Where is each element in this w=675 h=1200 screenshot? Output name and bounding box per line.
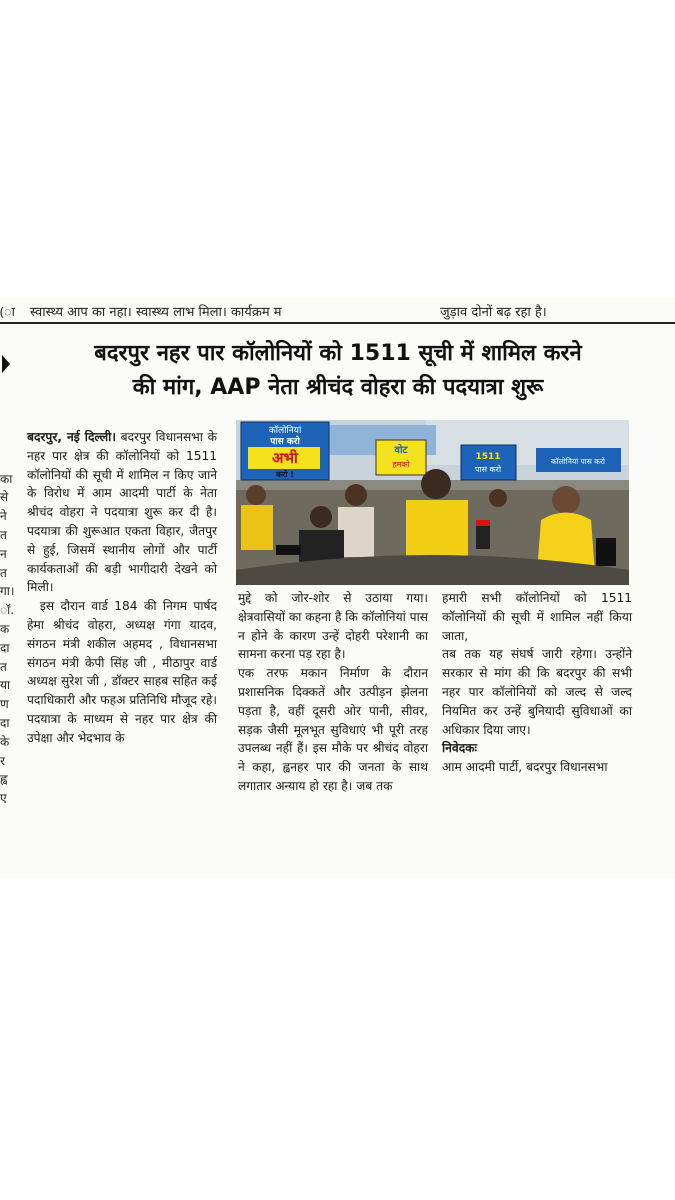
protest-sign-2 (376, 440, 426, 475)
sign2-text-2: हमको (392, 460, 410, 469)
dateline: बदरपुर, नई दिल्ली। (27, 430, 116, 444)
sign4-text-1: कॉलोनियां पास करो (551, 457, 605, 466)
sign1-text-2: पास करो (270, 437, 300, 447)
prev-right-fragment: जुड़ाव दोनों बढ़ रहा है। (440, 305, 547, 320)
margin-fragment: ने (0, 509, 7, 524)
sign3-text-2: पास करो (474, 465, 502, 474)
margin-fragment: त (0, 659, 7, 674)
col1-paragraph-1: बदरपुर विधानसभा के नहर पार क्षेत्र की कॉलोनियों को 1511 कॉलोनियों की सूची में शामिल न किए जाने के विरोध में आम आदमी पार्टी के नेता श्रीचंद वोहरा ने पदयात्रा शुरू कर दी है। पदयात्रा की शुरूआत एकता विहार, जैतपुर से हुई, जिसमें स्थानीय लोगों और पार्टी कार्यकताओं की बड़ी भागीदारी देखने को मिली। (27, 430, 218, 595)
margin-fragment (0, 432, 14, 451)
headline-line-2: की मांग, AAP नेता श्रीचंद वोहरा की पदयात्रा शुरू (132, 375, 544, 400)
headline-line-1: बदरपुर नहर पार कॉलोनियों को 1511 सूची में शामिल करने (94, 341, 582, 366)
column-rule (0, 322, 675, 324)
sign3-text-1: 1511 (475, 452, 501, 462)
margin-fragment: ह्व (0, 772, 8, 787)
previous-article-tail (0, 300, 675, 322)
col2-paragraph-2: एक तरफ मकान निर्माण के दौरान प्रशासनिक दिक्कतें और उत्पीड़न झेलना पड़ता है, वहीं दूसरी ओर पानी, सीवर, सड़क जैसी मूलभूत सुविधाएं भी पूरी तरह उपलब्ध नहीं हैं। इस मौके पर श्रीचंद वोहरा ने कहा, ह्वनहर पार की जनता के साथ लगातार अन्याय हो रहा है। जब तक (238, 666, 428, 793)
rally-photo (236, 420, 629, 585)
protest-sign-4 (536, 448, 621, 472)
margin-fragment: दा (0, 715, 10, 730)
protest-sign-1 (241, 422, 329, 480)
margin-fragment: से (0, 490, 9, 505)
margin-fragment: गा। (0, 584, 15, 599)
article-column-3 (442, 589, 632, 777)
article-column-2 (238, 589, 428, 796)
margin-fragment (0, 451, 14, 470)
signoff-label: निवेदकः (442, 741, 477, 756)
margin-fragment: र (0, 753, 5, 768)
prev-left-fragment: (ा (0, 305, 15, 320)
col3-paragraph-2: तब तक यह संघर्ष जारी रहेगा। उन्होंने सरकार से मांग की कि बदरपुर की सभी नहर पार कॉलोनियों को जल्द से जल्द नियमित कर उन्हें बुनियादी सुविधाओं का अधिकार दिया जाए। (442, 647, 632, 737)
sign1-text-3: अभी (272, 449, 298, 467)
col2-paragraph-1: मुद्दे को जोर-शोर से उठाया गया। क्षेत्रवासियों का कहना है कि कॉलोनियां पास न होने के कारण उन्हें दोहरी परेशानी का सामना करना पड़ रहा है। (238, 591, 428, 662)
col1-paragraph-2: इस दौरान वार्ड 184 की निगम पार्षद हेमा श्रीचंद वोहरा, अध्यक्ष गंगा यादव, संगठन मंत्री शकील अहमद , विधानसभा संगठन मंत्री केपी सिंह जी , मीठापुर वार्ड अध्यक्ष सुरेश जी , डॉक्टर साहब सहित कई पदाधिकारी और फहअ प्रतिनिधि मौजूद रहे। पदयात्रा के माध्यम से नहर पार क्षेत्र की उपेक्षा और भेदभाव के (27, 599, 217, 745)
sign2-text-1: वोट (394, 445, 408, 456)
article-headline (28, 337, 648, 405)
signoff-text: आम आदमी पार्टी, बदरपुर विधानसभा (442, 760, 608, 775)
margin-fragment: त (0, 527, 7, 542)
margin-fragment: त (0, 565, 7, 580)
margin-fragment: न (0, 546, 7, 561)
margin-fragment: क (0, 621, 10, 636)
margin-fragment: ण (0, 697, 9, 712)
margin-fragment: या (0, 678, 11, 693)
article-column-1 (27, 428, 217, 748)
margin-fragment: ॉ. (0, 603, 15, 618)
left-margin-fragments (0, 432, 14, 808)
margin-fragment: दा (0, 640, 10, 655)
margin-fragment: का (0, 471, 13, 486)
margin-fragment: ए (0, 791, 7, 806)
prev-middle-fragment: स्वास्थ्य आप का नहा। स्वास्थ्य लाभ मिला। कार्यक्रम म (30, 305, 282, 320)
protest-sign-3 (461, 445, 516, 480)
headline-marker-icon (2, 355, 10, 373)
sign1-text-1: कॉलोनियां (268, 426, 302, 436)
col3-paragraph-1: हमारी सभी कॉलोनियों को 1511 कॉलोनियों की सूची में शामिल नहीं किया जाता, (442, 591, 632, 643)
margin-fragment: के (0, 734, 10, 749)
sign1-text-4: करो ! (276, 470, 294, 479)
